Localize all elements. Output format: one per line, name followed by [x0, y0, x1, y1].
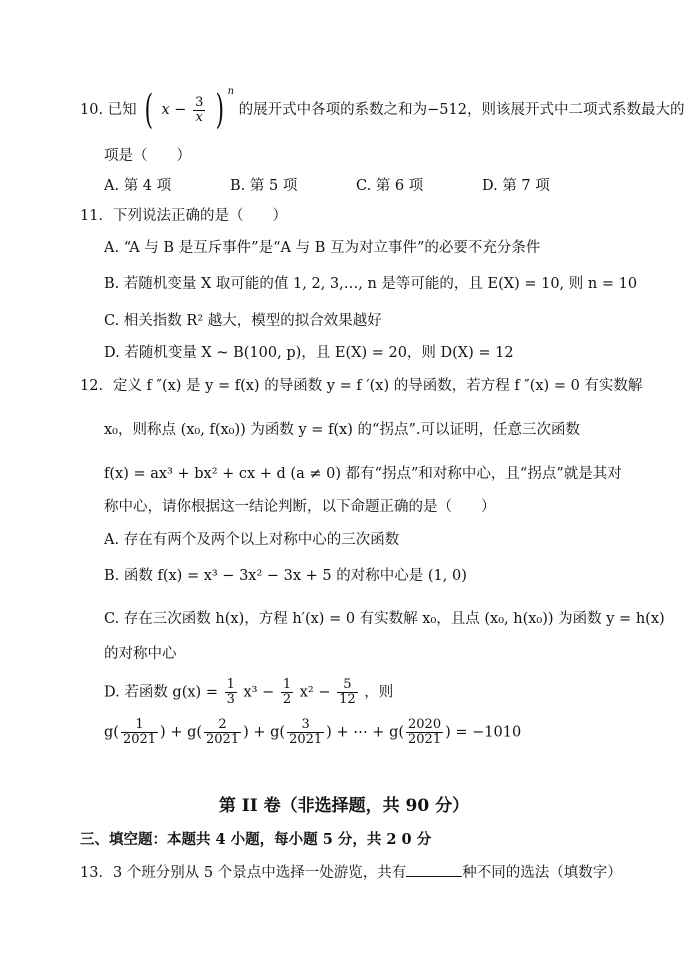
q10-option-c: C. 第 6 项 [356, 178, 424, 194]
sum-frac3-num: 3 [287, 718, 324, 733]
frac2-den: 2 [282, 692, 292, 707]
frac3-num: 5 [337, 678, 358, 693]
q10-option-d: D. 第 7 项 [482, 178, 550, 194]
q12-line3: f(x) = ax³ + bx² + cx + d (a ≠ 0) 都有“拐点”和对称中心，且“拐点”就是其对 [104, 466, 622, 482]
q13-answer-blank[interactable] [406, 862, 462, 877]
q10-line1 [80, 86, 685, 133]
right-paren: ) [215, 87, 225, 133]
part2-title: 第 II 卷（非选择题，共 90 分） [218, 796, 470, 816]
q10-number: 10. [80, 102, 104, 118]
q10-frac-den: x [195, 109, 203, 125]
sum-plus1: ) + g( [160, 724, 203, 741]
q10-exponent: n [227, 86, 235, 98]
q11-option-d: D. 若随机变量 X ~ B(100, p)，且 E(X) = 20，则 D(X) = 12 [104, 345, 514, 361]
left-paren: ( [144, 87, 154, 133]
q12-line2: x₀，则称点 (x₀, f(x₀)) 为函数 y = f(x) 的“拐点”.可以证明，任意三次函数 [104, 422, 580, 438]
sum-frac1 [121, 718, 158, 747]
sum-frac2 [204, 718, 241, 747]
frac3-den: 12 [339, 692, 356, 707]
q12-d-frac1 [225, 678, 237, 707]
sum-dots: ) + ⋯ + g( [326, 724, 405, 741]
sum-frac2-den: 2021 [206, 732, 240, 747]
sum-frac4-num: 2020 [408, 717, 442, 732]
q11-option-c: C. 相关指数 R² 越大，模型的拟合效果越好 [104, 313, 382, 329]
q12-option-d [104, 678, 393, 707]
q11-option-a: A. “A 与 B 是互斥事件”是“A 与 B 互为对立事件”的必要不充分条件 [104, 240, 541, 256]
q10-x: x [161, 102, 170, 118]
q11-stem: 11．下列说法正确的是（ ） [80, 208, 287, 224]
q12-option-c-line2: 的对称中心 [104, 646, 177, 662]
q12-line4: 称中心，请你根据这一结论判断，以下命题正确的是（ ） [104, 499, 496, 515]
q12-d-mid2: x² − [299, 684, 331, 701]
q10-post: 的展开式中各项的系数之和为−512，则该展开式中二项式系数最大的 [238, 102, 685, 118]
sum-frac4 [406, 718, 443, 747]
q13-pre: 13．3 个班分别从 5 个景点中选择一处游览，共有 [80, 865, 407, 881]
q12-sum-expression [104, 718, 521, 747]
q10-minus: − [174, 102, 187, 118]
sum-frac4-den: 2021 [408, 732, 442, 747]
section-heading: 三、填空题：本题共 4 小题，每小题 5 分，共 2 0 分 [80, 831, 432, 848]
q11-option-b: B. 若随机变量 X 取可能的值 1, 2, 3,…, n 是等可能的，且 E(X) = 10, 则 n = 10 [104, 276, 638, 292]
sum-frac1-den: 2021 [122, 732, 157, 747]
sum-result: ) = −1010 [445, 724, 522, 741]
q12-d-post: ，则 [364, 684, 394, 701]
q12-d-frac2 [281, 678, 293, 707]
frac1-den: 3 [226, 692, 235, 707]
q13-post: 种不同的选法（填数字） [462, 865, 622, 881]
q10-frac-num: 3 [195, 94, 204, 110]
q12-d-mid1: x³ − [243, 684, 275, 701]
q12-line1: 12．定义 f ″(x) 是 y = f(x) 的导函数 y = f ′(x) 的导函数，若方程 f ″(x) = 0 有实数解 [80, 378, 643, 394]
q12-d-frac3 [337, 678, 358, 707]
q13-line [80, 862, 622, 883]
q12-option-a: A. 存在有两个及两个以上对称中心的三次函数 [104, 532, 400, 548]
sum-plus2: ) + g( [243, 724, 286, 741]
sum-frac1-num: 1 [121, 718, 158, 733]
sum-frac2-num: 2 [204, 718, 241, 733]
sum-frac3-den: 2021 [289, 732, 323, 747]
sum-frac3 [287, 718, 324, 747]
q12-d-pre: D. 若函数 g(x) = [104, 684, 218, 701]
frac1-num: 1 [226, 677, 235, 692]
q10-fraction [193, 96, 205, 125]
sum-g-open: g( [104, 724, 119, 741]
q10-option-a: A. 第 4 项 [104, 178, 172, 194]
q10-option-b: B. 第 5 项 [230, 178, 298, 194]
frac2-num: 1 [282, 677, 292, 692]
q12-option-b: B. 函数 f(x) = x³ − 3x² − 3x + 5 的对称中心是 (1, 0) [104, 568, 467, 584]
q10-line2: 项是（ ） [104, 148, 191, 164]
q12-option-c-line1: C. 存在三次函数 h(x)，方程 h′(x) = 0 有实数解 x₀，且点 (x₀, h(x₀)) 为函数 y = h(x) [104, 611, 665, 627]
q10-pre: 已知 [107, 102, 137, 118]
